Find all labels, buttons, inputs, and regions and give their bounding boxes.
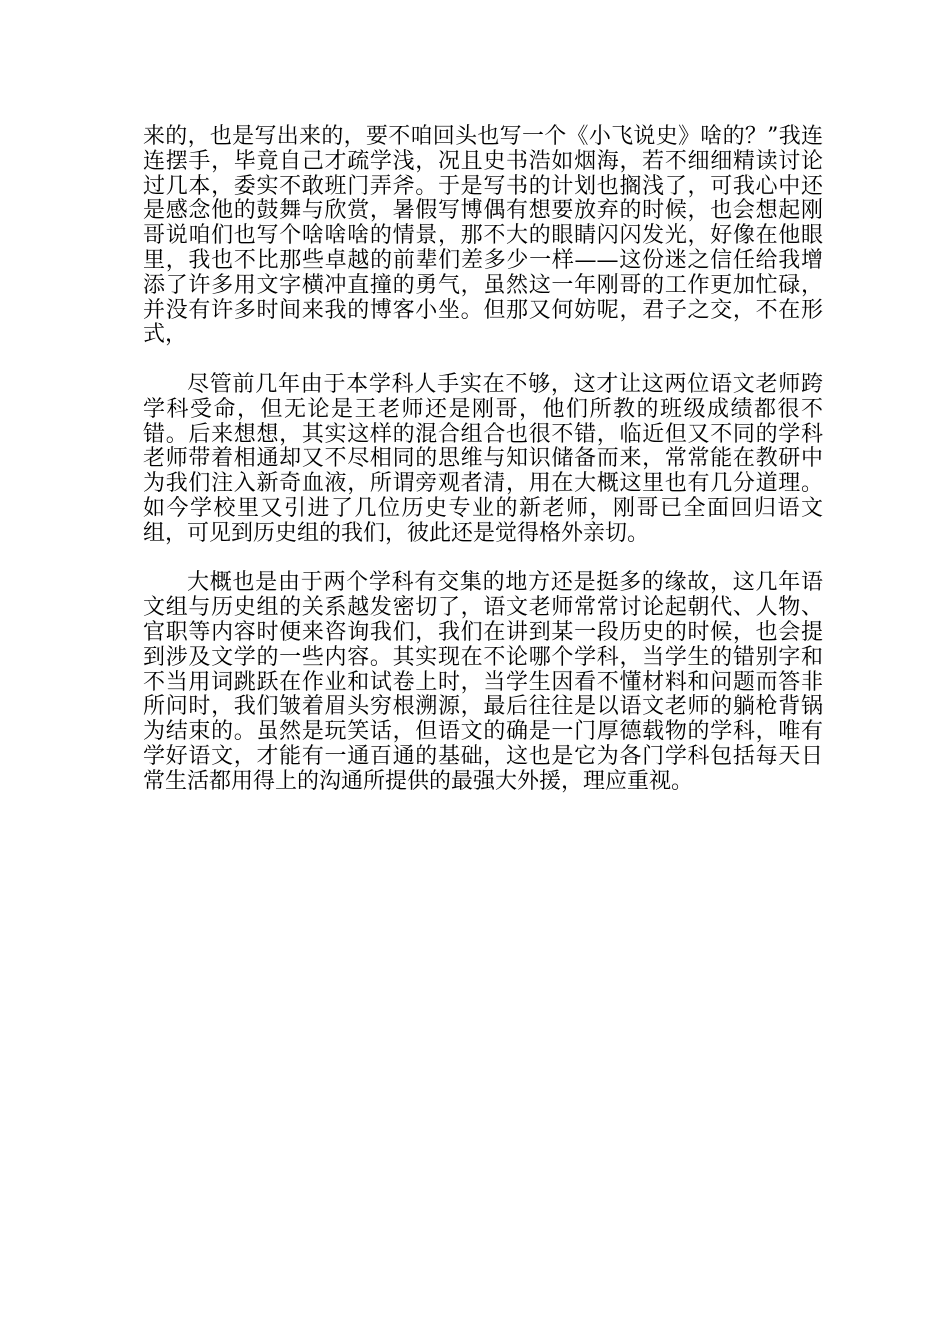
- paragraph-2: 尽管前几年由于本学科人手实在不够，这才让这两位语文老师跨学科受命，但无论是王老师还是刚哥，他们所教的班级成绩都很不错。后来想想，其实这样的混合组合也很不错，临近但又不同的学科老师带着相通却又不尽相同的思维与知识储备而来，常常能在教研中为我们注入新奇血液，所谓旁观者清，用在大概这里也有几分道理。如今学校里又引进了几位历史专业的新老师，刚哥已全面回归语文组，可见到历史组的我们，彼此还是觉得格外亲切。: [143, 371, 823, 546]
- paragraph-1: 来的，也是写出来的，要不咱回头也写一个《小飞说史》啥的？”我连连摆手，毕竟自己才疏学浅，况且史书浩如烟海，若不细细精读讨论过几本，委实不敢班门弄斧。于是写书的计划也搁浅了，可我心中还是感念他的鼓舞与欣赏，暑假写博偶有想要放弃的时候，也会想起刚哥说咱们也写个啥啥啥的情景，那不大的眼睛闪闪发光，好像在他眼里，我也不比那些卓越的前辈们差多少一样——这份迷之信任给我增添了许多用文字横冲直撞的勇气，虽然这一年刚哥的工作更加忙碌，并没有许多时间来我的博客小坐。但那又何妨呢，君子之交，不在形式，: [143, 124, 823, 348]
- article-body: [143, 125, 823, 819]
- paragraph-3: 大概也是由于两个学科有交集的地方还是挺多的缘故，这几年语文组与历史组的关系越发密切了，语文老师常常讨论起朝代、人物、官职等内容时便来咨询我们，我们在讲到某一段历史的时候，也会提到涉及文学的一些内容。其实现在不论哪个学科，当学生的错别字和不当用词跳跃在作业和试卷上时，当学生因看不懂材料和问题而答非所问时，我们皱着眉头穷根溯源，最后往往是以语文老师的躺枪背锅为结束的。虽然是玩笑话，但语文的确是一门厚德载物的学科，唯有学好语文，才能有一通百通的基础，这也是它为各门学科包括每天日常生活都用得上的沟通所提供的最强大外援，理应重视。: [143, 570, 823, 794]
